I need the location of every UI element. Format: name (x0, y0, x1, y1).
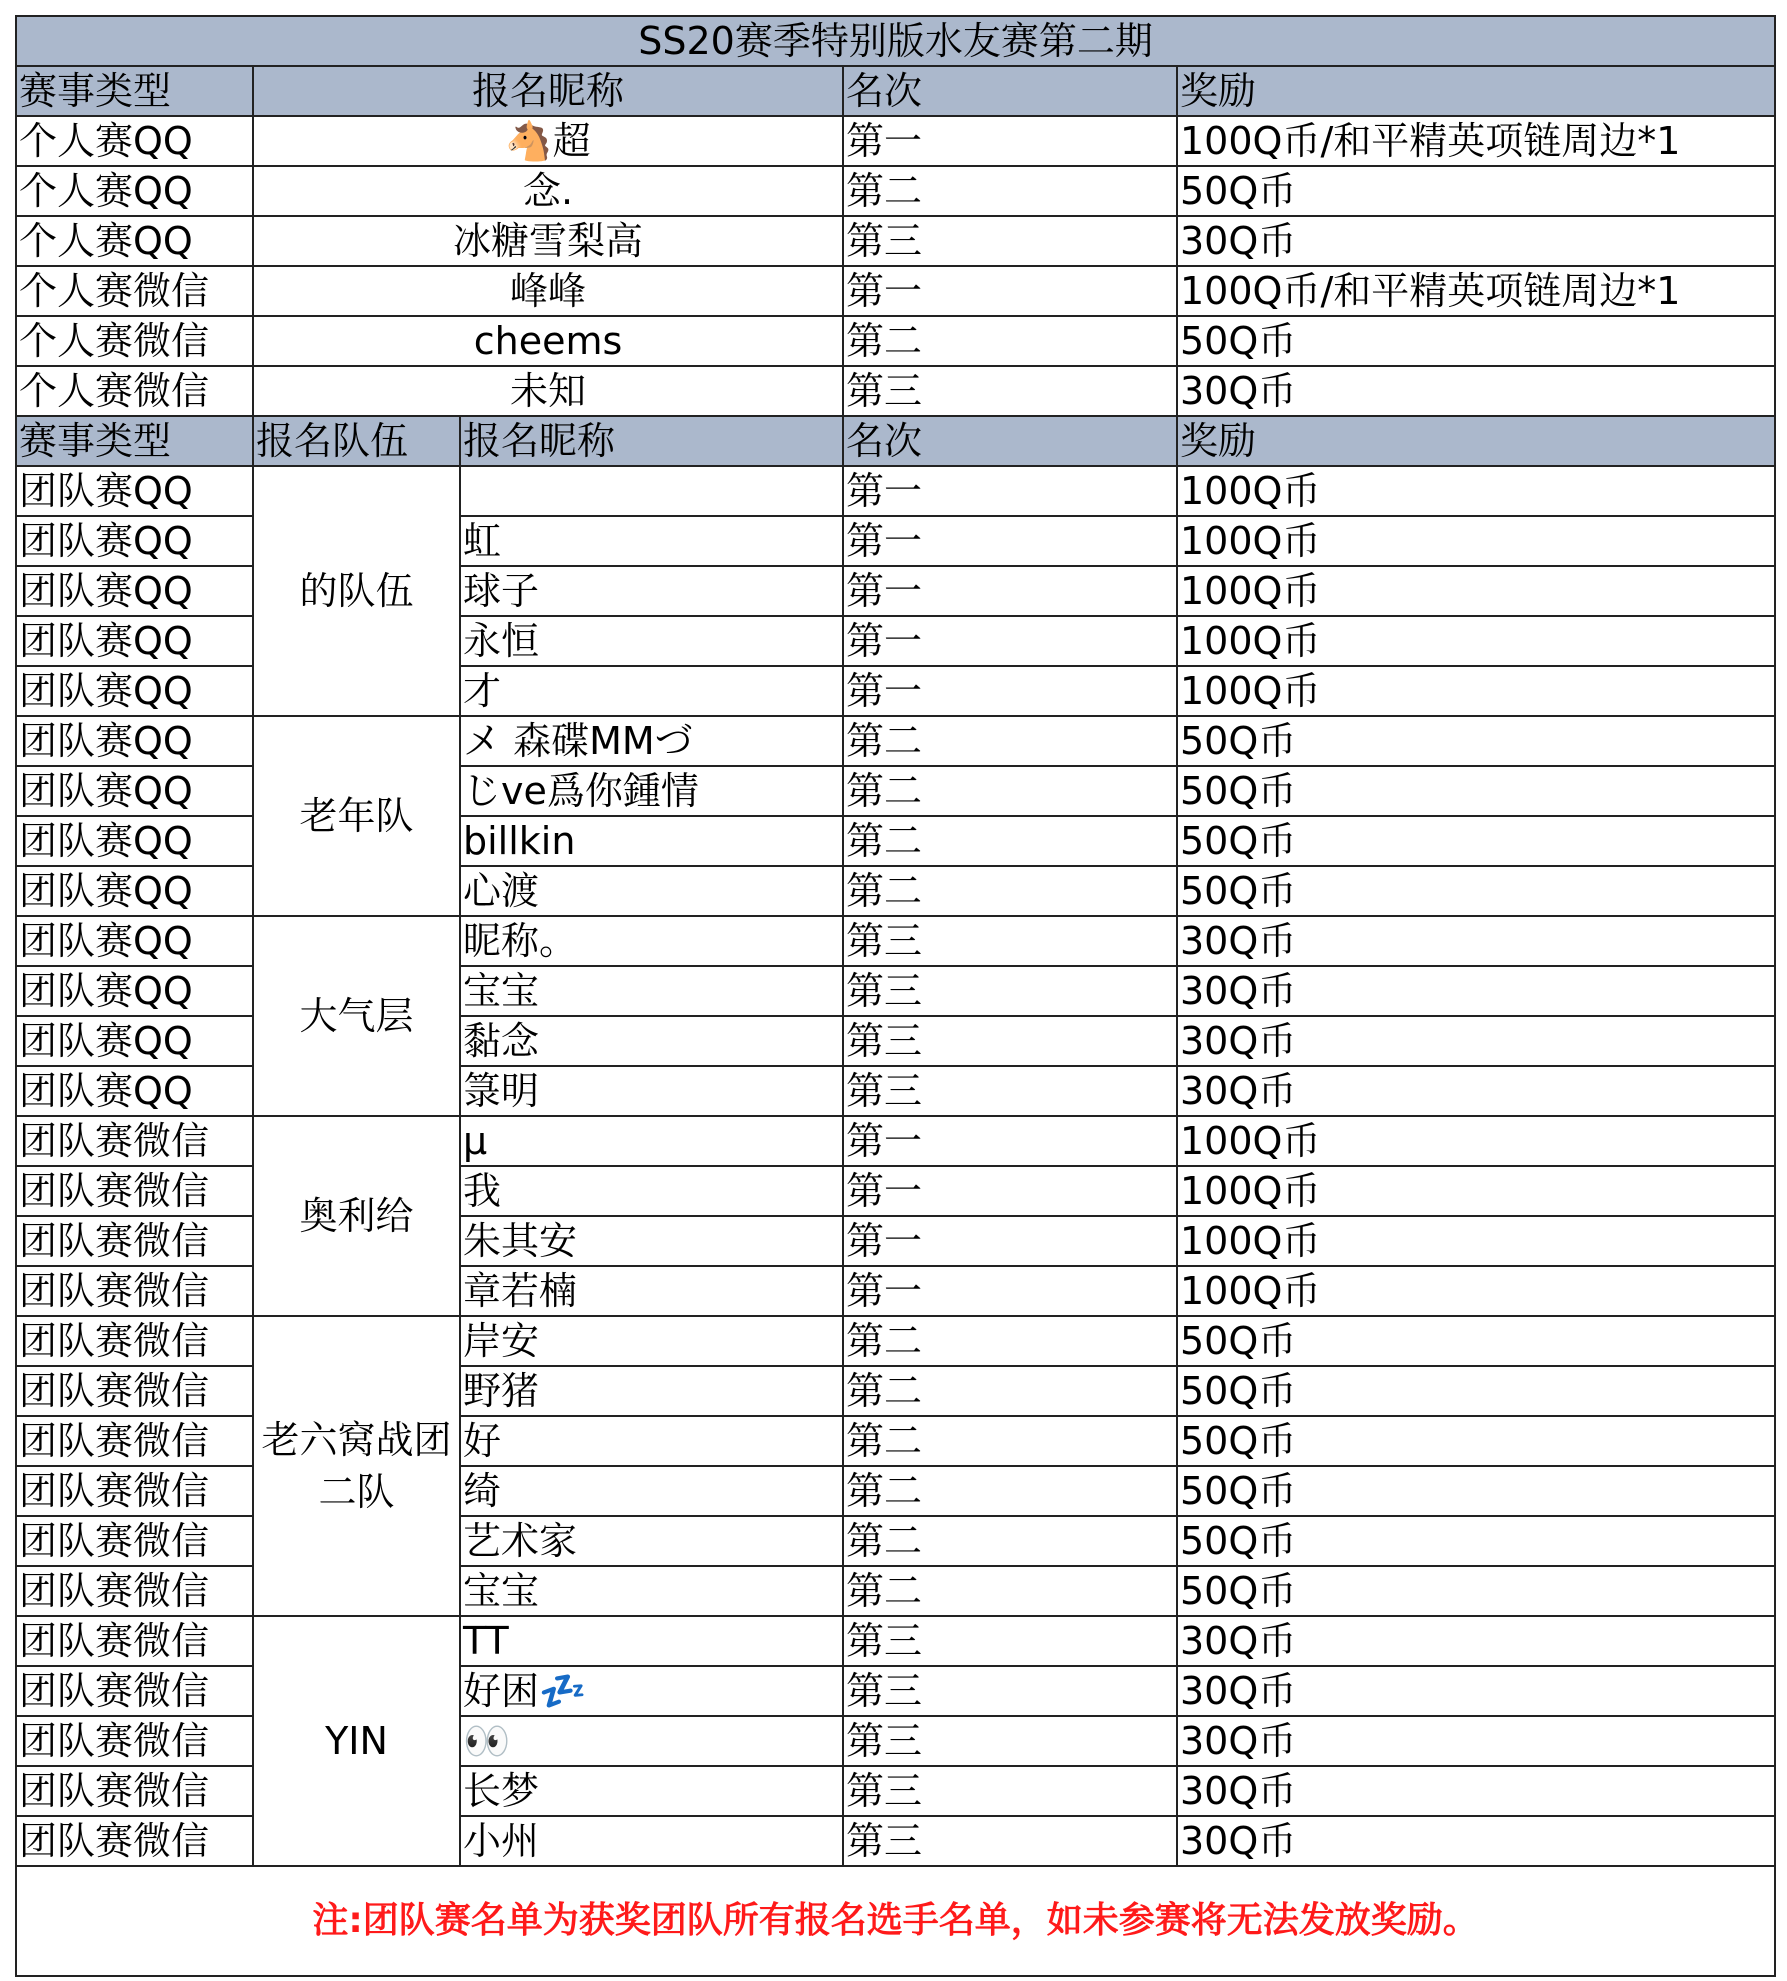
header-nickname: 报名昵称 (253, 66, 843, 116)
cell-rank: 第一 (843, 1116, 1177, 1166)
cell-nickname: 永恒 (460, 616, 843, 666)
cell-nickname: 球子 (460, 566, 843, 616)
cell-rank: 第一 (843, 266, 1177, 316)
footnote: 注:团队赛名单为获奖团队所有报名选手名单，如未参赛将无法发放奖励。 (16, 1866, 1775, 1976)
cell-rank: 第二 (843, 1366, 1177, 1416)
cell-nickname: 才 (460, 666, 843, 716)
cell-nickname: 未知 (253, 366, 843, 416)
header-reward: 奖励 (1177, 66, 1775, 116)
cell-rank: 第一 (843, 1216, 1177, 1266)
header-type: 赛事类型 (16, 416, 253, 466)
table-row (16, 716, 1775, 766)
cell-reward: 100Q币 (1177, 516, 1775, 566)
cell-nickname: メ 森碟MMづ (460, 716, 843, 766)
cell-rank: 第三 (843, 1766, 1177, 1816)
cell-rank: 第一 (843, 666, 1177, 716)
cell-type: 个人赛微信 (16, 316, 253, 366)
cell-rank: 第二 (843, 716, 1177, 766)
cell-nickname: 黏念 (460, 1016, 843, 1066)
cell-nickname: 冰糖雪梨高 (253, 216, 843, 266)
cell-reward: 30Q币 (1177, 1816, 1775, 1866)
cell-reward: 30Q币 (1177, 1016, 1775, 1066)
cell-nickname: じve爲你鍾情 (460, 766, 843, 816)
table-row (16, 1116, 1775, 1166)
cell-type: 团队赛QQ (16, 466, 253, 516)
cell-type: 个人赛微信 (16, 266, 253, 316)
cell-rank: 第一 (843, 116, 1177, 166)
cell-reward: 30Q币 (1177, 1066, 1775, 1116)
cell-nickname: 长梦 (460, 1766, 843, 1816)
cell-rank: 第三 (843, 966, 1177, 1016)
cell-rank: 第三 (843, 1816, 1177, 1866)
cell-rank: 第一 (843, 466, 1177, 516)
table-row (16, 1316, 1775, 1366)
cell-team: 老六窝战团二队 (253, 1316, 460, 1616)
cell-type: 团队赛微信 (16, 1116, 253, 1166)
cell-reward: 50Q币 (1177, 1316, 1775, 1366)
cell-nickname: cheems (253, 316, 843, 366)
cell-reward: 50Q币 (1177, 316, 1775, 366)
cell-nickname: 虹 (460, 516, 843, 566)
header-nickname: 报名昵称 (460, 416, 843, 466)
header-rank: 名次 (843, 66, 1177, 116)
cell-nickname: 小州 (460, 1816, 843, 1866)
cell-reward: 30Q币 (1177, 916, 1775, 966)
cell-nickname: 朱其安 (460, 1216, 843, 1266)
cell-type: 团队赛QQ (16, 866, 253, 916)
cell-type: 团队赛微信 (16, 1166, 253, 1216)
cell-nickname: 岸安 (460, 1316, 843, 1366)
cell-type: 团队赛微信 (16, 1366, 253, 1416)
cell-rank: 第二 (843, 1416, 1177, 1466)
cell-type: 个人赛QQ (16, 166, 253, 216)
table-row (16, 116, 1775, 166)
cell-type: 团队赛微信 (16, 1316, 253, 1366)
cell-rank: 第二 (843, 1466, 1177, 1516)
cell-reward: 50Q币 (1177, 1566, 1775, 1616)
cell-nickname: TT (460, 1616, 843, 1666)
cell-team: 的队伍 (253, 466, 460, 716)
table-row (16, 916, 1775, 966)
note-row (16, 1866, 1775, 1976)
cell-reward: 100Q币 (1177, 666, 1775, 716)
table-row (16, 1616, 1775, 1666)
cell-type: 团队赛微信 (16, 1716, 253, 1766)
cell-type: 团队赛微信 (16, 1566, 253, 1616)
cell-rank: 第三 (843, 366, 1177, 416)
award-sheet (15, 15, 1774, 1977)
cell-type: 团队赛微信 (16, 1766, 253, 1816)
cell-rank: 第一 (843, 616, 1177, 666)
award-table (15, 15, 1776, 1977)
cell-reward: 100Q币 (1177, 566, 1775, 616)
cell-reward: 100Q币 (1177, 466, 1775, 516)
cell-nickname: 绮 (460, 1466, 843, 1516)
cell-nickname: 昵称。 (460, 916, 843, 966)
table-row (16, 216, 1775, 266)
cell-type: 个人赛QQ (16, 216, 253, 266)
cell-type: 团队赛微信 (16, 1616, 253, 1666)
cell-nickname: 峰峰 (253, 266, 843, 316)
cell-nickname: billkin (460, 816, 843, 866)
cell-reward: 50Q币 (1177, 1466, 1775, 1516)
cell-rank: 第一 (843, 1166, 1177, 1216)
title-row (16, 16, 1775, 66)
cell-reward: 50Q币 (1177, 1366, 1775, 1416)
cell-reward: 100Q币/和平精英项链周边*1 (1177, 266, 1775, 316)
cell-reward: 50Q币 (1177, 1416, 1775, 1466)
cell-rank: 第三 (843, 1016, 1177, 1066)
cell-nickname: 野猪 (460, 1366, 843, 1416)
cell-type: 团队赛微信 (16, 1216, 253, 1266)
cell-reward: 50Q币 (1177, 866, 1775, 916)
table-row (16, 166, 1775, 216)
cell-type: 团队赛微信 (16, 1416, 253, 1466)
cell-reward: 30Q币 (1177, 216, 1775, 266)
cell-reward: 30Q币 (1177, 1716, 1775, 1766)
cell-reward: 30Q币 (1177, 1616, 1775, 1666)
cell-rank: 第二 (843, 1316, 1177, 1366)
cell-type: 团队赛QQ (16, 616, 253, 666)
cell-rank: 第二 (843, 866, 1177, 916)
cell-type: 个人赛微信 (16, 366, 253, 416)
cell-rank: 第一 (843, 566, 1177, 616)
cell-type: 团队赛QQ (16, 766, 253, 816)
cell-type: 团队赛QQ (16, 816, 253, 866)
cell-nickname: 心渡 (460, 866, 843, 916)
cell-team: 大气层 (253, 916, 460, 1116)
cell-nickname: 好困💤 (460, 1666, 843, 1716)
cell-rank: 第二 (843, 766, 1177, 816)
cell-team: 奥利给 (253, 1116, 460, 1316)
cell-nickname: 艺术家 (460, 1516, 843, 1566)
cell-reward: 100Q币 (1177, 616, 1775, 666)
cell-reward: 30Q币 (1177, 366, 1775, 416)
cell-type: 团队赛QQ (16, 666, 253, 716)
cell-type: 团队赛QQ (16, 966, 253, 1016)
cell-type: 团队赛QQ (16, 1066, 253, 1116)
cell-rank: 第一 (843, 516, 1177, 566)
cell-nickname (460, 466, 843, 516)
cell-type: 团队赛微信 (16, 1516, 253, 1566)
table-row (16, 466, 1775, 516)
cell-rank: 第三 (843, 1616, 1177, 1666)
individual-header-row (16, 66, 1775, 116)
cell-reward: 100Q币 (1177, 1166, 1775, 1216)
cell-rank: 第三 (843, 216, 1177, 266)
cell-reward: 50Q币 (1177, 1516, 1775, 1566)
cell-reward: 50Q币 (1177, 766, 1775, 816)
cell-reward: 30Q币 (1177, 1766, 1775, 1816)
cell-type: 团队赛QQ (16, 516, 253, 566)
cell-type: 团队赛QQ (16, 716, 253, 766)
cell-team: YIN (253, 1616, 460, 1866)
cell-rank: 第一 (843, 1266, 1177, 1316)
cell-type: 团队赛微信 (16, 1266, 253, 1316)
cell-reward: 100Q币 (1177, 1216, 1775, 1266)
team-header-row (16, 416, 1775, 466)
table-row (16, 366, 1775, 416)
cell-reward: 100Q币 (1177, 1266, 1775, 1316)
cell-rank: 第二 (843, 816, 1177, 866)
cell-reward: 30Q币 (1177, 966, 1775, 1016)
header-reward: 奖励 (1177, 416, 1775, 466)
cell-reward: 50Q币 (1177, 166, 1775, 216)
table-row (16, 266, 1775, 316)
header-rank: 名次 (843, 416, 1177, 466)
cell-rank: 第三 (843, 1716, 1177, 1766)
cell-rank: 第三 (843, 916, 1177, 966)
cell-nickname: 好 (460, 1416, 843, 1466)
header-type: 赛事类型 (16, 66, 253, 116)
cell-nickname: 箓明 (460, 1066, 843, 1116)
table-row (16, 316, 1775, 366)
cell-nickname: 我 (460, 1166, 843, 1216)
cell-nickname: 念. (253, 166, 843, 216)
cell-reward: 50Q币 (1177, 716, 1775, 766)
cell-type: 团队赛QQ (16, 1016, 253, 1066)
cell-reward: 100Q币 (1177, 1116, 1775, 1166)
cell-nickname: 👀 (460, 1716, 843, 1766)
cell-nickname: 章若楠 (460, 1266, 843, 1316)
cell-rank: 第二 (843, 1516, 1177, 1566)
cell-reward: 30Q币 (1177, 1666, 1775, 1716)
cell-type: 团队赛QQ (16, 566, 253, 616)
cell-team: 老年队 (253, 716, 460, 916)
cell-type: 团队赛微信 (16, 1816, 253, 1866)
cell-nickname: 宝宝 (460, 966, 843, 1016)
cell-nickname: μ (460, 1116, 843, 1166)
cell-reward: 100Q币/和平精英项链周边*1 (1177, 116, 1775, 166)
cell-rank: 第二 (843, 166, 1177, 216)
cell-nickname: 宝宝 (460, 1566, 843, 1616)
cell-type: 团队赛QQ (16, 916, 253, 966)
header-team: 报名队伍 (253, 416, 460, 466)
cell-nickname: 🐴超 (253, 116, 843, 166)
cell-type: 团队赛微信 (16, 1466, 253, 1516)
sheet-title: SS20赛季特别版水友赛第二期 (16, 16, 1775, 66)
cell-type: 个人赛QQ (16, 116, 253, 166)
cell-rank: 第二 (843, 1566, 1177, 1616)
cell-rank: 第三 (843, 1066, 1177, 1116)
cell-reward: 50Q币 (1177, 816, 1775, 866)
cell-type: 团队赛微信 (16, 1666, 253, 1716)
cell-rank: 第三 (843, 1666, 1177, 1716)
cell-rank: 第二 (843, 316, 1177, 366)
